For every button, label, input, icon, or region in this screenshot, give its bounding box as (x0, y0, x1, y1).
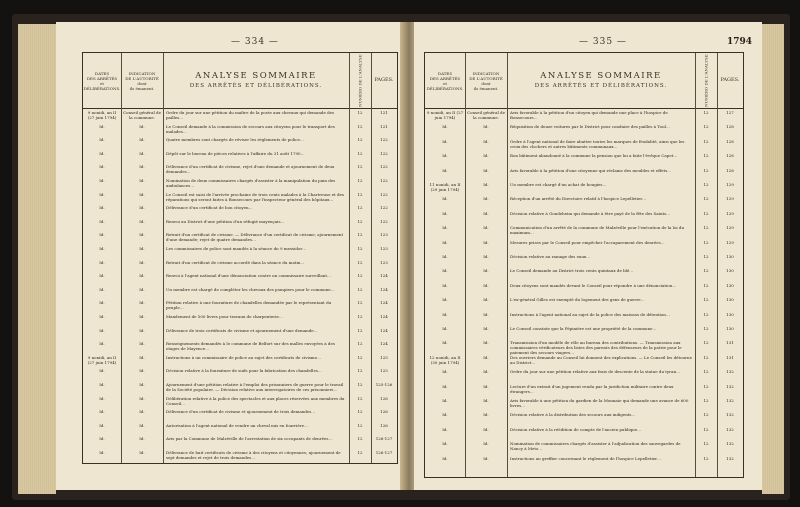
row-num: 12 (357, 354, 363, 360)
row-page: 123 (380, 246, 388, 251)
row-page: 128 (726, 153, 734, 159)
row-auth: Id. (139, 259, 145, 265)
row-num: 12 (357, 218, 363, 224)
row-num: 12 (703, 326, 709, 331)
row-num: 12 (357, 409, 363, 415)
row-date: Id. (99, 314, 105, 319)
row-date: Id. (99, 436, 105, 442)
row-text: Avis par la Commune de Malzéville de l'arrestation de six occupants de denrées… (166, 436, 333, 442)
row-page: 124 (380, 273, 388, 279)
row-page: 130 (726, 326, 734, 331)
row-page: 126-127 (375, 436, 393, 442)
row-page: 122 (380, 218, 388, 224)
row-auth: Id. (139, 314, 145, 319)
row-page: 121 (380, 123, 388, 129)
row-auth: Id. (483, 383, 489, 389)
row-num: 12 (703, 383, 709, 389)
row-date: Id. (99, 300, 105, 306)
row-date: Id. (99, 246, 105, 251)
row-text: Transmission d'un modèle de rôle au bureau des contributions. — Transmission aux commissaires vérificateurs des listes des parents des défenseurs de la patrie pour le paiement des secours viagers… (510, 340, 682, 356)
header-analyse: ANALYSE SOMMAIRE DES ARRÊTÉS ET DÉLIBÉRATIONS. (189, 71, 323, 89)
row-date: Id. (99, 178, 105, 183)
row-page: 128 (726, 167, 734, 173)
row-date: Id. (442, 124, 448, 130)
row-auth: Conseil général de la commune. (123, 110, 161, 120)
page-number: — 335 — (579, 37, 627, 47)
row-date: Id. (442, 441, 448, 447)
header-indication: INDICATION DE L'AUTORITÉ dont ils émanent. (125, 70, 159, 91)
row-auth: Id. (139, 273, 145, 279)
row-auth: Id. (139, 436, 145, 442)
page-edges-left (18, 24, 56, 494)
row-page: 124 (380, 327, 388, 333)
row-text: Pétition relative à une fourniture de chandelles demandée par le représentant du peuple… (166, 300, 332, 311)
row-text: Le Conseil est saisi de l'arrivée prochaine de trois cents malades à la Chartreuse et des réparations qui seront faites à Bonsecours par l'inspecteur général des hôpitaux… (166, 191, 344, 202)
row-auth: Id. (483, 412, 489, 418)
row-text: Le Conseil constate que la Pépinière est une propriété de la commune… (510, 326, 657, 331)
row-text: Délivrance de trois certificats de civisme et ajournement d'une demande… (166, 327, 318, 333)
row-page: 126 (380, 395, 388, 401)
row-page: 132 (726, 412, 734, 418)
header-indication: INDICATION DE L'AUTORITÉ dont ils émanent. (469, 70, 503, 91)
row-page: 129 (726, 182, 734, 187)
row-auth: Id. (483, 369, 489, 375)
row-text: Mesures prises par le Conseil pour empêcher l'accaparement des denrées… (510, 239, 665, 245)
row-date: 9 nonidi, an II (27 juin 1794) (87, 110, 117, 120)
row-num: 12 (357, 327, 363, 333)
row-text: Décision relative à la réédition de compte de l'ancien publique… (510, 426, 642, 432)
row-date: Id. (99, 191, 105, 197)
row-page: 122 (380, 205, 388, 211)
row-date: Id. (442, 239, 448, 245)
summary-table (82, 52, 398, 464)
row-date: Id. (99, 422, 105, 428)
row-page: 126 (380, 422, 388, 428)
row-text: Décision relative au ramage des eaux… (510, 254, 591, 259)
row-num: 12 (357, 164, 363, 170)
row-page: 124 (380, 300, 388, 306)
row-auth: Id. (483, 340, 489, 346)
row-text: Réception d'un arrêté du Directoire relatif à l'hospice Lepelletier… (510, 196, 647, 202)
row-page: 125-126 (375, 382, 393, 387)
row-auth: Id. (139, 368, 145, 374)
row-text: Le Conseil demande au District trois cents quintaux de blé… (510, 268, 634, 274)
row-num: 12 (703, 455, 709, 461)
row-text: Avis favorable à une pétition du gardien de la Monnaie qui demande une avance de 600 livres… (510, 398, 689, 408)
row-text: Quatre membres sont chargés de réviser les règlements de police… (166, 137, 304, 143)
row-num: 12 (357, 137, 363, 143)
row-num: 12 (357, 450, 363, 455)
row-num: 12 (703, 398, 709, 403)
page-number: — 334 — (231, 37, 279, 47)
row-num: 12 (357, 436, 363, 442)
row-text: Un membre est chargé d'un achat de bougies… (510, 182, 607, 187)
row-num: 12 (703, 412, 709, 418)
left-page (56, 22, 404, 490)
row-date: Id. (442, 383, 448, 389)
row-text: Bon bâtiment abandonné à la commune la pension que lui a faite l'évêque Capet… (510, 153, 678, 159)
row-num: 12 (357, 191, 363, 197)
row-auth: Id. (139, 191, 145, 197)
row-num: 12 (357, 314, 363, 319)
row-auth: Id. (483, 398, 489, 403)
row-num: 12 (703, 210, 709, 216)
row-page: 130 (726, 254, 734, 259)
row-num: 12 (703, 124, 709, 130)
row-auth: Id. (139, 164, 145, 170)
row-date: Id. (99, 164, 105, 170)
row-text: Nomination de deux commissaires chargés d'assister à la manipulation du pain des ambulances… (166, 178, 336, 188)
row-text: L'ex-général Gilles est exempté du logement des gens de guerre… (510, 297, 645, 303)
row-auth: Id. (139, 395, 145, 401)
row-auth: Id. (483, 239, 489, 245)
row-date: Id. (442, 196, 448, 202)
row-page: 131 (726, 340, 734, 346)
row-text: Deux citoyens sont mandés devant le Conseil pour répondre à une dénonciation… (510, 282, 677, 288)
row-num: 12 (703, 225, 709, 231)
row-page: 127 (726, 110, 734, 115)
row-num: 12 (703, 441, 709, 447)
row-date: Id. (99, 232, 105, 238)
row-date: Id. (442, 398, 448, 403)
row-auth: Id. (483, 153, 489, 159)
row-auth: Id. (483, 124, 489, 130)
row-text: Les commissaires de police sont mandés à la séance du 9 messidor… (166, 246, 307, 251)
row-page: 129 (726, 196, 734, 202)
row-num: 12 (357, 259, 363, 265)
row-page: 128 (726, 124, 734, 130)
row-text: Mandement de 500 livres pour travaux de charpenterie… (166, 314, 283, 319)
row-auth: Id. (483, 354, 489, 360)
row-auth: Id. (483, 297, 489, 303)
row-auth: Id. (483, 282, 489, 288)
row-date: Id. (442, 167, 448, 173)
row-page: 130 (726, 282, 734, 288)
row-date: Id. (99, 395, 105, 401)
row-date: Id. (442, 326, 448, 331)
row-text: Ordre du jour sur une pétition du maître de la poste aux chevaux qui demande des pailles… (166, 110, 335, 120)
header-pages: PAGES. (720, 77, 740, 83)
row-page: 122 (380, 178, 388, 183)
page-edges-right (762, 24, 784, 494)
row-text: Décision relative à la distribution des secours aux indigents… (510, 412, 636, 418)
row-num: 12 (703, 282, 709, 288)
row-date: Id. (99, 218, 105, 224)
row-page: 125 (380, 354, 388, 360)
row-auth: Id. (139, 450, 145, 455)
row-page: 124 (380, 341, 388, 347)
row-date: Id. (99, 137, 105, 143)
header-analyse: ANALYSE SOMMAIRE DES ARRÊTÉS ET DÉLIBÉRATIONS. (534, 71, 668, 89)
row-text: Retrait d'un certificat de civisme. — Délivrance d'un certificat de civisme; ajournement d'une demande; rejet de quatre demandes… (166, 232, 344, 243)
row-page: 122 (380, 164, 388, 170)
row-num: 12 (703, 369, 709, 375)
row-page: 129 (726, 225, 734, 231)
row-date: 9 nonidi, an II (27 juin 1794) (426, 110, 464, 120)
row-text: Ordre à l'agent national de faire abattre toutes les marques de féodalité, ainsi que les croix des clochers et autres bâtiments communaux… (510, 138, 685, 149)
row-auth: Id. (139, 354, 145, 360)
row-num: 12 (703, 110, 709, 115)
row-page: 132 (726, 455, 734, 461)
row-date: Id. (99, 150, 105, 156)
row-auth: Id. (483, 326, 489, 331)
row-auth: Id. (483, 268, 489, 274)
row-date: Id. (99, 382, 105, 387)
row-text: Délivrance d'un certificat de civisme, rejet d'une demande et ajournement de deux demandes… (166, 164, 335, 175)
row-page: 132 (726, 398, 734, 403)
row-date: Id. (442, 426, 448, 432)
row-date: Id. (442, 282, 448, 288)
row-page: 122 (380, 191, 388, 197)
row-page: 125 (380, 368, 388, 374)
row-page: 130 (726, 311, 734, 317)
row-date: Id. (99, 286, 105, 292)
row-date: Id. (99, 409, 105, 415)
row-auth: Id. (139, 382, 145, 387)
row-num: 12 (357, 205, 363, 211)
row-date: Id. (99, 273, 105, 279)
row-date: Id. (99, 259, 105, 265)
row-page: 121 (380, 110, 388, 115)
row-num: 12 (703, 426, 709, 432)
row-text: Le Conseil demande à la commission de secours aux citoyens pour le transport des malades… (166, 123, 335, 134)
row-num: 12 (357, 422, 363, 428)
row-auth: Id. (483, 254, 489, 259)
row-page: 132 (726, 426, 734, 432)
row-date: Id. (442, 268, 448, 274)
row-auth: Id. (139, 218, 145, 224)
row-date: Id. (442, 210, 448, 216)
row-num: 12 (703, 239, 709, 245)
row-date: Id. (99, 327, 105, 333)
row-page: 132 (726, 369, 734, 375)
row-num: 12 (357, 150, 363, 156)
row-date: Id. (442, 297, 448, 303)
row-auth: Id. (483, 182, 489, 187)
row-auth: Id. (139, 205, 145, 211)
row-date: Id. (442, 153, 448, 159)
row-text: Retrait d'un certificat de civisme accordé dans la séance du matin… (166, 259, 305, 265)
row-auth: Id. (483, 441, 489, 447)
row-text: Ordre du jour sur une pétition relative aux frais de descente de la statue du tyran… (510, 369, 681, 375)
row-num: 12 (703, 268, 709, 274)
header-numero: NUMÉRO DE L'ANALYSE (357, 54, 363, 107)
row-date: 12 nonidi, an II (30 juin 1794) (429, 354, 461, 365)
row-text: Instructions à l'agent national au sujet de la police des maisons de détention… (510, 311, 670, 317)
row-text: Renvoi à l'agent national d'une dénonciation contre un commissaire surveillant… (166, 273, 331, 279)
row-page: 132 (726, 383, 734, 389)
header-numero: NUMÉRO DE L'ANALYSE (703, 54, 709, 107)
row-text: Des ouvriers demande au Conseil lui donnent des explications. — Le Conseil les détourne au District… (510, 354, 692, 365)
row-auth: Id. (139, 137, 145, 143)
row-text: Délibération relative à la police des spectacles et aux places réservées aux membres du Conseil… (166, 395, 345, 406)
row-text: Autorisation à l'agent national de vendre un cheval mis en fourrière… (166, 422, 308, 428)
row-page: 130 (726, 268, 734, 274)
row-num: 12 (703, 167, 709, 173)
row-auth: Id. (483, 455, 489, 461)
row-auth: Id. (139, 286, 145, 292)
row-page: 131 (726, 354, 734, 360)
row-date: Id. (442, 455, 448, 461)
row-auth: Id. (483, 311, 489, 317)
row-auth: Id. (139, 422, 145, 428)
right-page (414, 22, 762, 490)
row-auth: Id. (483, 138, 489, 144)
row-date: Id. (442, 225, 448, 231)
row-auth: Id. (139, 300, 145, 306)
row-page: 130 (726, 297, 734, 303)
row-auth: Id. (483, 426, 489, 432)
row-page: 126 (380, 409, 388, 415)
row-date: Id. (442, 138, 448, 144)
row-auth: Id. (139, 232, 145, 238)
row-text: Instructions au greffier concernant le règlement de l'hospice Lepelletier… (510, 455, 662, 461)
row-text: Délivrance de huit certificats de civisme à des citoyens et citoyennes; ajournement de sept demandes et rejet de trois demandes… (166, 450, 341, 460)
header-dates: DATES DES ARRÊTÉS et DÉLIBÉRATIONS. (83, 70, 121, 91)
row-num: 12 (357, 368, 363, 374)
row-text: Renseignements demandés à le commune de Belfort sur des malles envoyées à des otages de Mayence… (166, 341, 335, 352)
row-auth: Id. (139, 327, 145, 333)
row-text: Nomination de commissaires chargés d'assister à l'adjudication des sauvegardes de Nancy à Metz… (510, 441, 681, 452)
header-pages: PAGES. (374, 77, 394, 83)
row-date: 9 nonidi, an II (27 juin 1794) (87, 354, 117, 365)
row-auth: Id. (139, 409, 145, 415)
row-auth: Id. (139, 178, 145, 183)
row-text: Lecture d'un extrait d'un jugement rendu par la juridiction militaire contre deux étrangers… (510, 383, 674, 394)
row-text: Délivrance d'un certificat de bon citoyen… (166, 205, 253, 211)
row-date: Id. (99, 450, 105, 455)
row-date: Id. (442, 412, 448, 418)
row-num: 12 (703, 297, 709, 303)
row-text: Un membre est chargé de compléter les chevaux des pompiers pour le commune… (166, 286, 335, 292)
row-text: Avis favorable à la pétition d'un citoyen qui demande une place à l'hospice de Bonsecours… (510, 110, 668, 120)
row-auth: Id. (483, 225, 489, 231)
row-page: 123 (380, 259, 388, 265)
row-num: 12 (703, 354, 709, 360)
row-text: Dépôt sur le bureau de pièces relatives à l'affaire du 31 août 1790… (166, 150, 305, 156)
row-num: 12 (357, 273, 363, 279)
row-date: Id. (442, 369, 448, 375)
row-auth: Id. (139, 341, 145, 347)
row-date: Id. (99, 205, 105, 211)
row-date: Id. (99, 368, 105, 374)
row-text: Communication d'un arrêté de la commune de Malzéville pour l'exécution de la loi du maximum… (510, 225, 685, 236)
row-date: Id. (442, 254, 448, 259)
row-num: 12 (703, 153, 709, 159)
row-page: 124 (380, 286, 388, 292)
row-num: 12 (357, 123, 363, 129)
row-page: 122 (380, 150, 388, 156)
header-dates: DATES DES ARRÊTÉS et DÉLIBÉRATIONS. (426, 70, 464, 91)
row-num: 12 (357, 178, 363, 183)
row-text: Délivrance d'un certificat de civisme et ajournement de trois demandes… (166, 409, 316, 415)
row-text: Décision relative à la fourniture de suifs pour la fabrication des chandelles… (166, 368, 322, 374)
row-num: 12 (357, 110, 363, 115)
row-auth: Id. (483, 196, 489, 202)
row-num: 12 (357, 382, 363, 387)
row-num: 12 (357, 246, 363, 251)
row-page: 128 (726, 138, 734, 144)
row-num: 12 (357, 300, 363, 306)
row-num: 12 (357, 286, 363, 292)
row-date: 11 nonidi, an II (29 juin 1794) (429, 182, 461, 192)
row-auth: Conseil général de la commune. (467, 110, 505, 120)
row-num: 12 (357, 395, 363, 401)
row-auth: Id. (139, 246, 145, 251)
row-date: Id. (99, 341, 105, 347)
row-date: Id. (99, 123, 105, 129)
year-label: 1794 (726, 37, 752, 47)
summary-table (424, 52, 744, 478)
row-page: 129 (726, 239, 734, 245)
row-num: 12 (357, 232, 363, 238)
row-page: 123 (380, 232, 388, 238)
row-page: 132 (726, 441, 734, 447)
row-num: 12 (703, 311, 709, 317)
row-page: 122 (380, 137, 388, 143)
row-num: 12 (357, 341, 363, 347)
row-text: Avis favorable à la pétition d'une citoyenne qui réclame des meubles et effets… (510, 167, 672, 173)
row-text: Réquisition de douze voitures par le District pour conduire des pailles à Toul… (510, 124, 670, 130)
row-num: 12 (703, 254, 709, 259)
row-num: 12 (703, 196, 709, 202)
row-num: 12 (703, 182, 709, 187)
row-auth: Id. (139, 150, 145, 156)
row-num: 12 (703, 340, 709, 346)
row-date: Id. (442, 311, 448, 317)
row-page: 124 (380, 314, 388, 319)
row-num: 12 (703, 138, 709, 144)
row-auth: Id. (483, 210, 489, 216)
row-auth: Id. (483, 167, 489, 173)
row-text: Ajournement d'une pétition relative à l'emploi des prisonniers de guerre pour le travail de la Société populaire. — Décision relative aux interrogatoires de ces prisonniers… (166, 382, 344, 392)
row-auth: Id. (139, 123, 145, 129)
row-text: Instructions à un commissaire de police au sujet des certificats de civisme… (166, 354, 321, 360)
row-text: Renvoi au District d'une pétition d'un réfugié mayençais… (166, 218, 285, 224)
row-page: 129 (726, 210, 734, 216)
row-page: 126-127 (375, 450, 393, 455)
row-text: Décision relative à Gondeheim qui demande à être payé de la fête des Saints… (510, 210, 671, 216)
row-date: Id. (442, 340, 448, 346)
